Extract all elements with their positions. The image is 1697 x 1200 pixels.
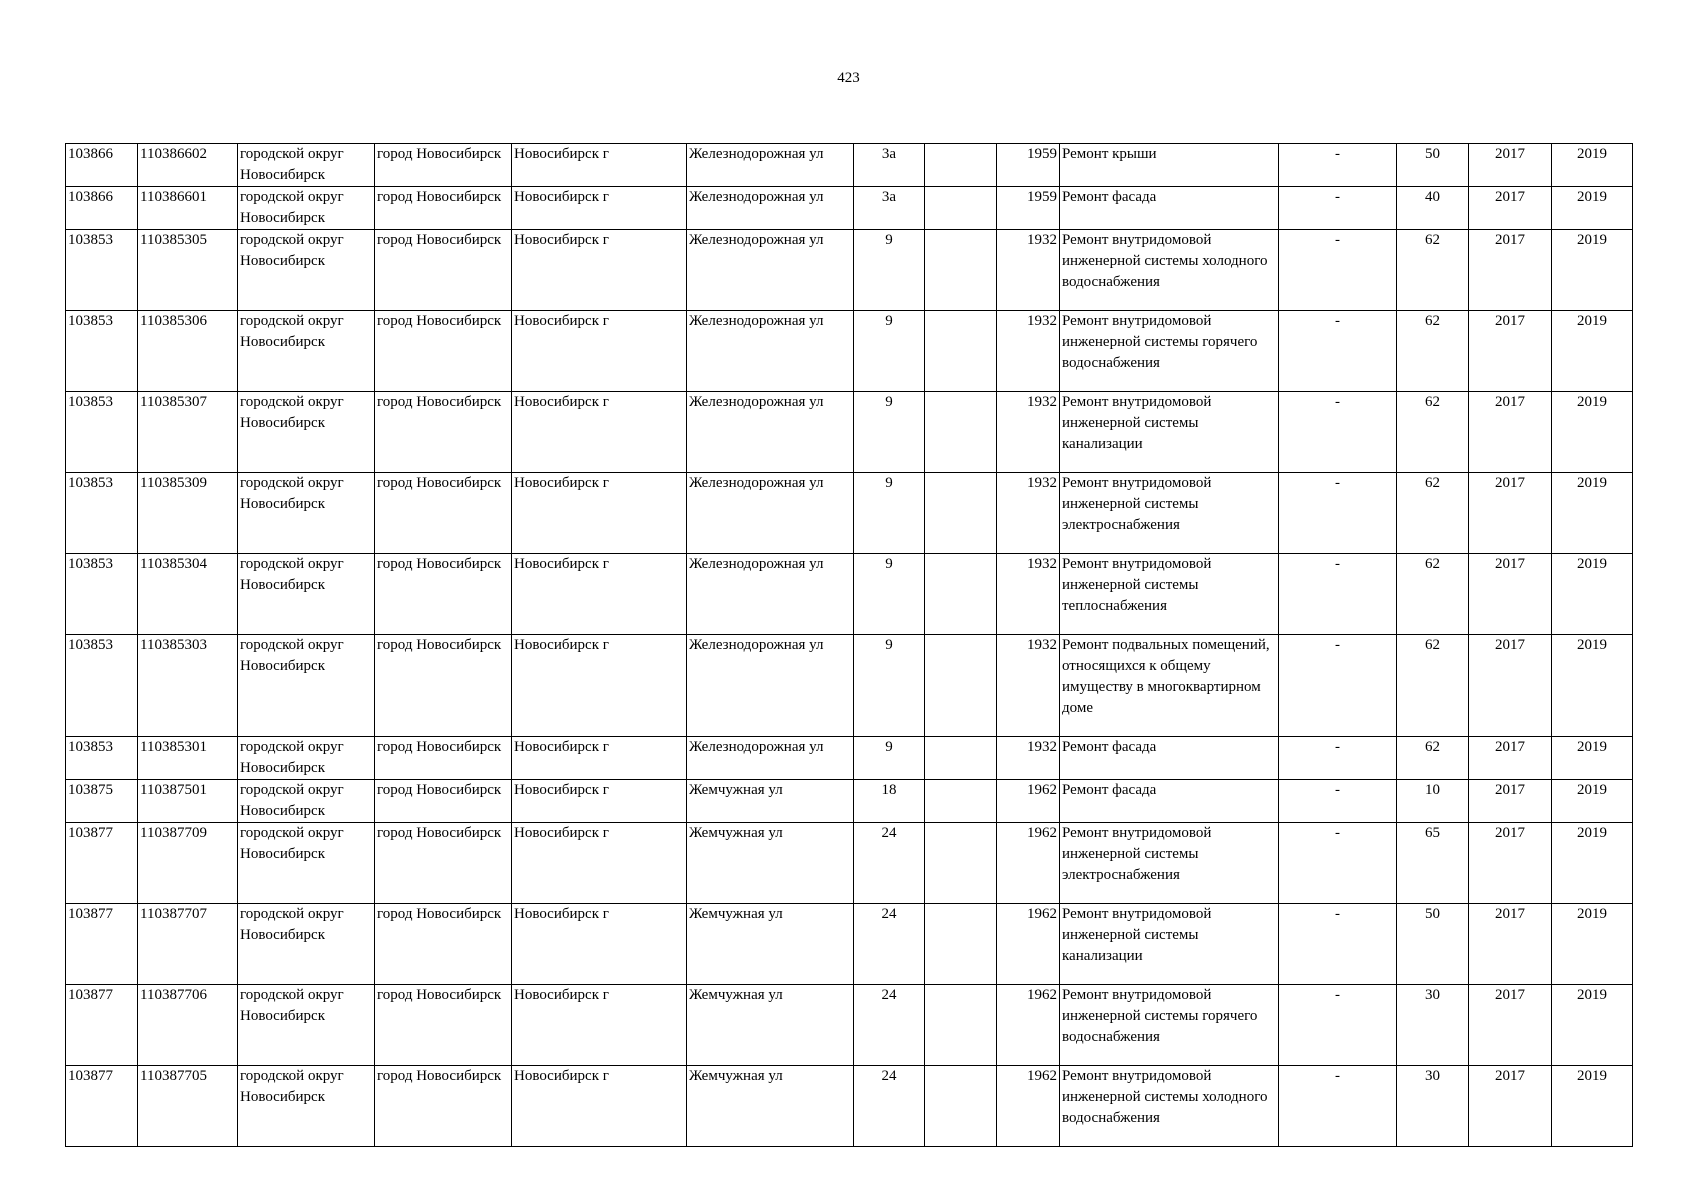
- cell-dash: -: [1279, 823, 1397, 904]
- cell-end-year: 2019: [1552, 311, 1633, 392]
- cell-city: Новосибирск г: [512, 737, 687, 780]
- cell-end-year: 2019: [1552, 554, 1633, 635]
- cell-start-year: 2017: [1469, 737, 1552, 780]
- cell-settlement: город Новосибирск: [375, 1066, 512, 1147]
- cell-start-year: 2017: [1469, 473, 1552, 554]
- cell-extra: [925, 1066, 997, 1147]
- table-row: [66, 737, 1633, 780]
- cell-work: Ремонт внутридомовой инженерной системы горячего водоснабжения: [1060, 985, 1279, 1066]
- cell-year: 1932: [997, 635, 1060, 737]
- cell-work: Ремонт внутридомовой инженерной системы холодного водоснабжения: [1060, 1066, 1279, 1147]
- cell-settlement: город Новосибирск: [375, 985, 512, 1066]
- cell-work: Ремонт крыши: [1060, 144, 1279, 187]
- cell-year: 1962: [997, 985, 1060, 1066]
- cell-house: 9: [854, 392, 925, 473]
- cell-extra: [925, 985, 997, 1066]
- cell-house: 18: [854, 780, 925, 823]
- cell-year: 1959: [997, 187, 1060, 230]
- cell-amount: 10: [1397, 780, 1469, 823]
- cell-district: городской округ Новосибирск: [238, 392, 375, 473]
- cell-district: городской округ Новосибирск: [238, 985, 375, 1066]
- cell-city: Новосибирск г: [512, 904, 687, 985]
- cell-year: 1962: [997, 823, 1060, 904]
- cell-settlement: город Новосибирск: [375, 823, 512, 904]
- cell-city: Новосибирск г: [512, 311, 687, 392]
- cell-code: 110387706: [138, 985, 238, 1066]
- cell-code: 110385307: [138, 392, 238, 473]
- cell-amount: 50: [1397, 904, 1469, 985]
- cell-street: Железнодорожная ул: [687, 635, 854, 737]
- cell-extra: [925, 737, 997, 780]
- cell-house: 3а: [854, 187, 925, 230]
- table-row: [66, 554, 1633, 635]
- cell-extra: [925, 554, 997, 635]
- cell-house: 24: [854, 823, 925, 904]
- cell-year: 1932: [997, 737, 1060, 780]
- cell-street: Железнодорожная ул: [687, 392, 854, 473]
- cell-id: 103877: [66, 823, 138, 904]
- cell-amount: 30: [1397, 985, 1469, 1066]
- cell-district: городской округ Новосибирск: [238, 1066, 375, 1147]
- cell-code: 110387501: [138, 780, 238, 823]
- cell-dash: -: [1279, 187, 1397, 230]
- cell-street: Железнодорожная ул: [687, 311, 854, 392]
- cell-dash: -: [1279, 1066, 1397, 1147]
- cell-house: 9: [854, 473, 925, 554]
- cell-settlement: город Новосибирск: [375, 473, 512, 554]
- table-row: [66, 985, 1633, 1066]
- cell-code: 110385309: [138, 473, 238, 554]
- cell-id: 103853: [66, 473, 138, 554]
- cell-work: Ремонт внутридомовой инженерной системы электроснабжения: [1060, 823, 1279, 904]
- cell-dash: -: [1279, 904, 1397, 985]
- cell-city: Новосибирск г: [512, 392, 687, 473]
- cell-street: Жемчужная ул: [687, 985, 854, 1066]
- cell-extra: [925, 473, 997, 554]
- cell-end-year: 2019: [1552, 635, 1633, 737]
- cell-house: 3а: [854, 144, 925, 187]
- cell-year: 1932: [997, 392, 1060, 473]
- cell-code: 110387709: [138, 823, 238, 904]
- cell-settlement: город Новосибирск: [375, 635, 512, 737]
- cell-end-year: 2019: [1552, 144, 1633, 187]
- cell-city: Новосибирск г: [512, 1066, 687, 1147]
- cell-city: Новосибирск г: [512, 554, 687, 635]
- cell-code: 110385301: [138, 737, 238, 780]
- cell-house: 9: [854, 230, 925, 311]
- cell-settlement: город Новосибирск: [375, 780, 512, 823]
- cell-id: 103866: [66, 187, 138, 230]
- cell-year: 1932: [997, 554, 1060, 635]
- cell-house: 24: [854, 985, 925, 1066]
- cell-extra: [925, 904, 997, 985]
- cell-id: 103853: [66, 311, 138, 392]
- cell-house: 9: [854, 737, 925, 780]
- cell-district: городской округ Новосибирск: [238, 554, 375, 635]
- cell-code: 110386602: [138, 144, 238, 187]
- cell-work: Ремонт фасада: [1060, 737, 1279, 780]
- cell-district: городской округ Новосибирск: [238, 780, 375, 823]
- cell-amount: 65: [1397, 823, 1469, 904]
- cell-dash: -: [1279, 311, 1397, 392]
- cell-work: Ремонт внутридомовой инженерной системы горячего водоснабжения: [1060, 311, 1279, 392]
- cell-year: 1962: [997, 1066, 1060, 1147]
- cell-street: Железнодорожная ул: [687, 230, 854, 311]
- cell-settlement: город Новосибирск: [375, 554, 512, 635]
- cell-district: городской округ Новосибирск: [238, 737, 375, 780]
- cell-id: 103875: [66, 780, 138, 823]
- cell-street: Железнодорожная ул: [687, 737, 854, 780]
- cell-district: городской округ Новосибирск: [238, 635, 375, 737]
- cell-district: городской округ Новосибирск: [238, 230, 375, 311]
- cell-code: 110385304: [138, 554, 238, 635]
- cell-start-year: 2017: [1469, 823, 1552, 904]
- cell-code: 110385303: [138, 635, 238, 737]
- cell-year: 1932: [997, 473, 1060, 554]
- cell-work: Ремонт фасада: [1060, 780, 1279, 823]
- cell-year: 1932: [997, 311, 1060, 392]
- cell-amount: 62: [1397, 635, 1469, 737]
- cell-dash: -: [1279, 985, 1397, 1066]
- cell-work: Ремонт подвальных помещений, относящихся к общему имуществу в многоквартирном доме: [1060, 635, 1279, 737]
- cell-start-year: 2017: [1469, 187, 1552, 230]
- cell-city: Новосибирск г: [512, 187, 687, 230]
- cell-amount: 50: [1397, 144, 1469, 187]
- cell-work: Ремонт внутридомовой инженерной системы холодного водоснабжения: [1060, 230, 1279, 311]
- cell-street: Жемчужная ул: [687, 904, 854, 985]
- cell-amount: 30: [1397, 1066, 1469, 1147]
- cell-start-year: 2017: [1469, 554, 1552, 635]
- cell-settlement: город Новосибирск: [375, 904, 512, 985]
- cell-dash: -: [1279, 780, 1397, 823]
- cell-city: Новосибирск г: [512, 473, 687, 554]
- cell-settlement: город Новосибирск: [375, 230, 512, 311]
- cell-work: Ремонт фасада: [1060, 187, 1279, 230]
- cell-id: 103866: [66, 144, 138, 187]
- cell-city: Новосибирск г: [512, 635, 687, 737]
- cell-id: 103877: [66, 904, 138, 985]
- cell-city: Новосибирск г: [512, 823, 687, 904]
- cell-settlement: город Новосибирск: [375, 311, 512, 392]
- table-row: [66, 392, 1633, 473]
- cell-year: 1962: [997, 780, 1060, 823]
- table-row: [66, 1066, 1633, 1147]
- cell-extra: [925, 823, 997, 904]
- cell-district: городской округ Новосибирск: [238, 187, 375, 230]
- table-row: [66, 311, 1633, 392]
- cell-id: 103853: [66, 737, 138, 780]
- table-row: [66, 230, 1633, 311]
- cell-end-year: 2019: [1552, 230, 1633, 311]
- cell-street: Железнодорожная ул: [687, 144, 854, 187]
- table-row: [66, 823, 1633, 904]
- cell-start-year: 2017: [1469, 1066, 1552, 1147]
- cell-id: 103877: [66, 985, 138, 1066]
- cell-work: Ремонт внутридомовой инженерной системы канализации: [1060, 904, 1279, 985]
- cell-end-year: 2019: [1552, 737, 1633, 780]
- cell-year: 1932: [997, 230, 1060, 311]
- cell-settlement: город Новосибирск: [375, 144, 512, 187]
- cell-dash: -: [1279, 230, 1397, 311]
- cell-dash: -: [1279, 144, 1397, 187]
- cell-amount: 62: [1397, 473, 1469, 554]
- cell-end-year: 2019: [1552, 780, 1633, 823]
- cell-code: 110387707: [138, 904, 238, 985]
- cell-end-year: 2019: [1552, 187, 1633, 230]
- cell-settlement: город Новосибирск: [375, 187, 512, 230]
- cell-house: 9: [854, 554, 925, 635]
- cell-dash: -: [1279, 737, 1397, 780]
- cell-street: Жемчужная ул: [687, 1066, 854, 1147]
- cell-amount: 40: [1397, 187, 1469, 230]
- cell-district: городской округ Новосибирск: [238, 904, 375, 985]
- cell-id: 103853: [66, 392, 138, 473]
- cell-settlement: город Новосибирск: [375, 392, 512, 473]
- table-row: [66, 187, 1633, 230]
- cell-code: 110385306: [138, 311, 238, 392]
- cell-end-year: 2019: [1552, 1066, 1633, 1147]
- cell-amount: 62: [1397, 554, 1469, 635]
- table-row: [66, 635, 1633, 737]
- cell-extra: [925, 311, 997, 392]
- cell-district: городской округ Новосибирск: [238, 144, 375, 187]
- cell-start-year: 2017: [1469, 985, 1552, 1066]
- registry-rows: [66, 144, 1633, 1147]
- cell-start-year: 2017: [1469, 392, 1552, 473]
- cell-house: 24: [854, 904, 925, 985]
- cell-id: 103853: [66, 230, 138, 311]
- cell-end-year: 2019: [1552, 904, 1633, 985]
- cell-code: 110385305: [138, 230, 238, 311]
- cell-street: Жемчужная ул: [687, 823, 854, 904]
- cell-amount: 62: [1397, 311, 1469, 392]
- cell-end-year: 2019: [1552, 392, 1633, 473]
- cell-amount: 62: [1397, 392, 1469, 473]
- cell-start-year: 2017: [1469, 144, 1552, 187]
- cell-code: 110387705: [138, 1066, 238, 1147]
- cell-house: 9: [854, 311, 925, 392]
- cell-street: Жемчужная ул: [687, 780, 854, 823]
- cell-dash: -: [1279, 473, 1397, 554]
- cell-extra: [925, 635, 997, 737]
- cell-city: Новосибирск г: [512, 230, 687, 311]
- cell-city: Новосибирск г: [512, 144, 687, 187]
- cell-city: Новосибирск г: [512, 985, 687, 1066]
- cell-street: Железнодорожная ул: [687, 187, 854, 230]
- cell-house: 24: [854, 1066, 925, 1147]
- cell-dash: -: [1279, 635, 1397, 737]
- table-row: [66, 473, 1633, 554]
- cell-extra: [925, 230, 997, 311]
- cell-id: 103853: [66, 635, 138, 737]
- cell-city: Новосибирск г: [512, 780, 687, 823]
- cell-extra: [925, 780, 997, 823]
- cell-start-year: 2017: [1469, 780, 1552, 823]
- cell-year: 1959: [997, 144, 1060, 187]
- cell-year: 1962: [997, 904, 1060, 985]
- cell-work: Ремонт внутридомовой инженерной системы канализации: [1060, 392, 1279, 473]
- cell-work: Ремонт внутридомовой инженерной системы теплоснабжения: [1060, 554, 1279, 635]
- cell-street: Железнодорожная ул: [687, 554, 854, 635]
- cell-work: Ремонт внутридомовой инженерной системы электроснабжения: [1060, 473, 1279, 554]
- cell-start-year: 2017: [1469, 904, 1552, 985]
- cell-extra: [925, 187, 997, 230]
- table-row: [66, 144, 1633, 187]
- cell-district: городской округ Новосибирск: [238, 311, 375, 392]
- cell-id: 103853: [66, 554, 138, 635]
- cell-extra: [925, 144, 997, 187]
- cell-end-year: 2019: [1552, 985, 1633, 1066]
- cell-start-year: 2017: [1469, 311, 1552, 392]
- cell-district: городской округ Новосибирск: [238, 473, 375, 554]
- cell-start-year: 2017: [1469, 230, 1552, 311]
- cell-district: городской округ Новосибирск: [238, 823, 375, 904]
- cell-extra: [925, 392, 997, 473]
- table-row: [66, 904, 1633, 985]
- page-number: 423: [837, 70, 860, 86]
- cell-end-year: 2019: [1552, 823, 1633, 904]
- cell-dash: -: [1279, 392, 1397, 473]
- registry-table: [65, 143, 1633, 1147]
- cell-settlement: город Новосибирск: [375, 737, 512, 780]
- cell-start-year: 2017: [1469, 635, 1552, 737]
- cell-end-year: 2019: [1552, 473, 1633, 554]
- table-row: [66, 780, 1633, 823]
- cell-id: 103877: [66, 1066, 138, 1147]
- cell-amount: 62: [1397, 737, 1469, 780]
- cell-dash: -: [1279, 554, 1397, 635]
- cell-amount: 62: [1397, 230, 1469, 311]
- cell-code: 110386601: [138, 187, 238, 230]
- cell-house: 9: [854, 635, 925, 737]
- cell-street: Железнодорожная ул: [687, 473, 854, 554]
